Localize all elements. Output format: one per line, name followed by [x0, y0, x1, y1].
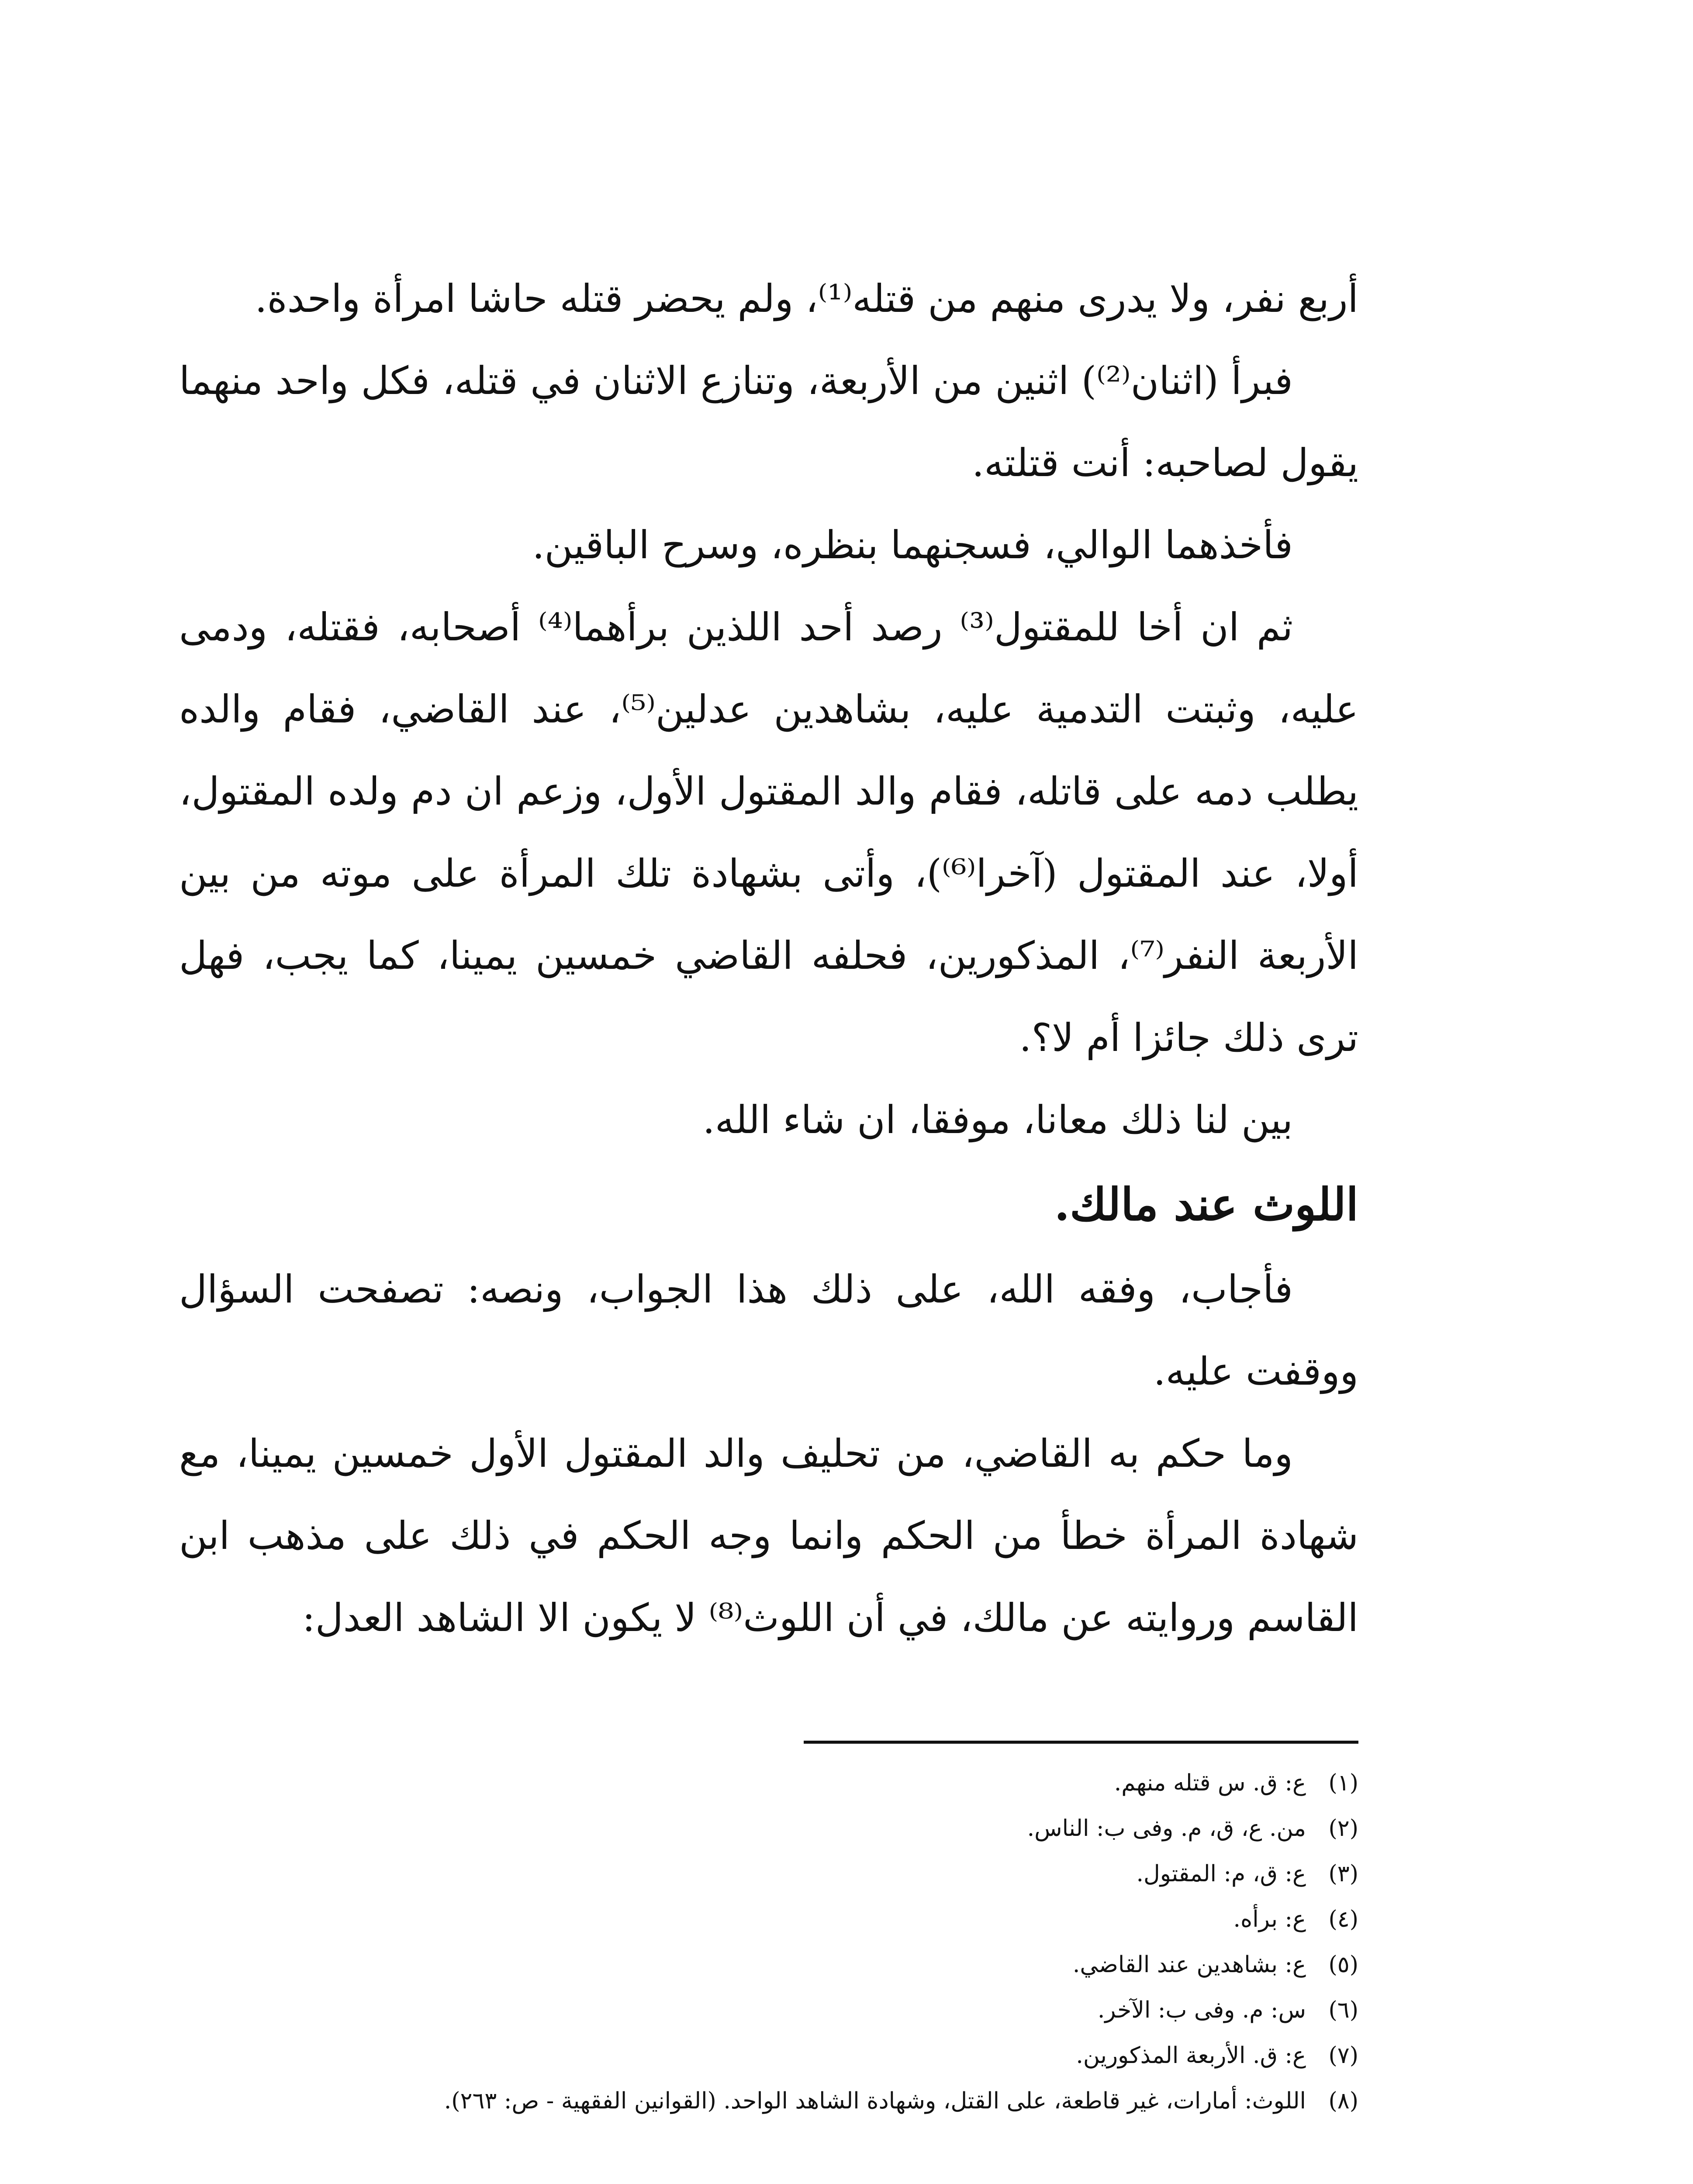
footnote-text: من. ع، ق، م. وفى ب: الناس. [1027, 1815, 1306, 1842]
footnote-number: (٧) [1328, 2042, 1358, 2069]
footnote [179, 1851, 1358, 1897]
footnote-text: ع: ق. الأربعة المذكورين. [1076, 2042, 1306, 2069]
footnote [179, 1806, 1358, 1851]
footnote [179, 2078, 1358, 2124]
footnote-text: ع: بشاهدين عند القاضي. [1072, 1952, 1306, 1978]
footnote-text: اللوث: أمارات، غير قاطعة، على القتل، وشهادة الشاهد الواحد. (القوانين الفقهية - ص: ٢٦٣). [444, 2088, 1306, 2114]
footnote-number: (٣) [1328, 1861, 1358, 1887]
paragraph: ثم ان أخا للمقتول⁽³⁾ رصد أحد اللذين برأهما⁽⁴⁾ أصحابه، فقتله، ودمى عليه، وثبتت التدمية عليه، بشاهدين عدلين⁽⁵⁾، عند القاضي، فقام والده يطلب دمه على قاتله، فقام والد المقتول الأول، وزعم ان دم ولده المقتول، أولا، عند المقتول (آخرا⁽⁶⁾)، وأتى بشهادة تلك المرأة على موته من بين الأربعة النفر⁽⁷⁾، المذكورين، فحلفه القاضي خمسين يمينا، كما يجب، فهل ترى ذلك جائزا أم لا؟. [179, 605, 1359, 1060]
footnote-number: (٥) [1328, 1952, 1358, 1978]
footnote [179, 2033, 1358, 2078]
footnote-text: ع: برأه. [1233, 1906, 1306, 1932]
paragraph: وما حكم به القاضي، من تحليف والد المقتول الأول خمسين يمينا، مع شهادة المرأة خطأ من الحكم وانما وجه الحكم في ذلك على مذهب ابن القاسم وروايته عن مالك، في أن اللوث⁽⁸⁾ لا يكون الا الشاهد العدل: [179, 1431, 1358, 1640]
footnote [179, 1942, 1358, 1987]
footnote-number: (٨) [1328, 2088, 1358, 2114]
footnote-number: (٤) [1328, 1906, 1358, 1932]
footnote [179, 1897, 1358, 1942]
footnotes [179, 1760, 1358, 2124]
footnote-divider [804, 1741, 1358, 1744]
paragraph: فأخذهما الوالي، فسجنهما بنظره، وسرح الباقين. [532, 522, 1293, 567]
footnote-number: (١) [1328, 1770, 1358, 1796]
paragraph: أربع نفر، ولا يدرى منهم من قتله⁽¹⁾، ولم يحضر قتله حاشا امرأة واحدة. [255, 276, 1358, 321]
paragraph: فأجاب، وفقه الله، على ذلك هذا الجواب، ونصه: تصفحت السؤال ووقفت عليه. [179, 1267, 1358, 1394]
section-heading: اللوث عند مالك. [1054, 1178, 1358, 1231]
paragraph: فبرأ (اثنان⁽²⁾) اثنين من الأربعة، وتنازع الاثنان في قتله، فكل واحد منهما يقول لصاحبه: أنت قتلته. [179, 358, 1358, 485]
footnote [179, 1760, 1358, 1806]
footnote-text: ع: ق، م: المقتول. [1136, 1861, 1306, 1887]
footnote-text: ع: ق. س قتله منهم. [1114, 1770, 1306, 1796]
paragraph: بين لنا ذلك معانا، موفقا، ان شاء الله. [702, 1097, 1293, 1142]
main-text [179, 258, 1358, 1659]
footnote-text: س: م. وفى ب: الآخر. [1097, 1997, 1306, 2023]
footnote [179, 1987, 1358, 2033]
footnote-number: (٢) [1328, 1815, 1358, 1842]
footnote-number: (٦) [1328, 1997, 1358, 2023]
